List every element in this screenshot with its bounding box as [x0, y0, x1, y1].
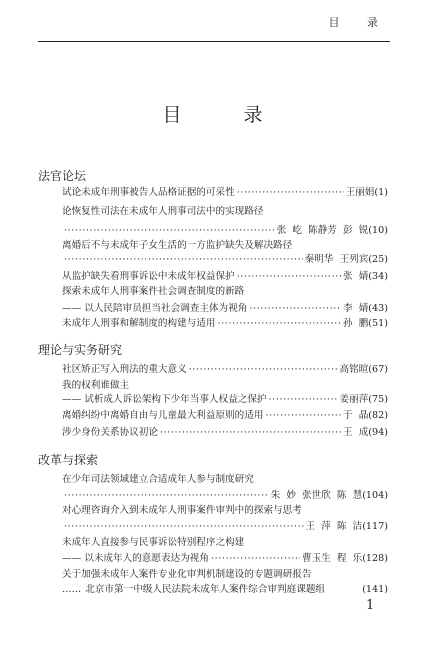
dot-leader — [189, 364, 338, 376]
toc-entry[interactable] — [62, 240, 388, 252]
dot-leader — [249, 303, 341, 315]
header-rule — [38, 41, 390, 42]
toc-entry[interactable] — [62, 537, 388, 549]
entry-title: 论恢复性司法在未成年人刑事司法中的实现路径 — [62, 206, 264, 217]
toc-entry-continuation[interactable] — [62, 584, 388, 596]
page-number: 1 — [366, 598, 375, 613]
entry-title: 在少年司法领域建立合适成年人参与制度研究 — [62, 474, 254, 485]
dot-leader — [64, 225, 275, 237]
entry-title: 我的权利谁做主 — [62, 380, 130, 391]
dot-leader-prefix: …… — [62, 584, 82, 595]
entry-page: (128) — [362, 553, 388, 564]
entry-title: 从监护缺失看刑事诉讼中未成年权益保护 — [62, 271, 235, 282]
dot-leader — [218, 318, 342, 330]
entry-page: (94) — [368, 427, 388, 438]
toc-entry[interactable] — [62, 364, 388, 376]
entry-subtitle: —— 以未成年人的意愿表达为视角 — [62, 553, 209, 564]
entry-page: (51) — [368, 318, 388, 329]
dot-leader — [64, 490, 269, 502]
entry-title: 试论未成年刑事被告人品格证据的可采性 — [62, 187, 235, 198]
toc-entry[interactable] — [62, 474, 388, 486]
entry-author: 秦明华 王列宾 — [304, 254, 369, 265]
entry-title: 离婚纠纷中离婚自由与儿童最大利益原则的适用 — [62, 410, 264, 421]
entry-page: (75) — [368, 394, 388, 405]
entry-page: (25) — [368, 254, 388, 265]
running-head: 目 录 — [328, 16, 390, 29]
dot-leader — [237, 187, 344, 199]
toc-entry[interactable] — [62, 271, 388, 283]
entry-title: 社区矫正写入刑法的重大意义 — [62, 364, 187, 375]
dot-leader — [237, 271, 341, 283]
entry-author: 曹玉生 程 乐 — [302, 553, 363, 564]
entry-title: 探索未成年人刑事案件社会调查制度的新路 — [62, 286, 245, 297]
entry-author: 李 婧 — [343, 303, 369, 314]
toc-entry-subtitle[interactable] — [62, 394, 388, 406]
entry-author: 王丽娟 — [345, 187, 375, 198]
entry-title: 未成年人刑事和解制度的构建与适用 — [62, 318, 216, 329]
dot-leader — [265, 410, 341, 422]
entry-title: 离婚后不与未成年子女生活的一方监护缺失及解决路径 — [62, 240, 293, 251]
entry-page: (141) — [362, 584, 388, 595]
section-heading: 法官论坛 — [38, 169, 87, 183]
toc-entry-continuation[interactable] — [62, 225, 388, 237]
entry-author: 高铭暄 — [339, 364, 369, 375]
toc-entry-continuation[interactable] — [62, 490, 388, 502]
section-heading: 理论与实务研究 — [38, 343, 123, 357]
dot-leader — [64, 254, 303, 266]
entry-author: 孙 鹏 — [343, 318, 369, 329]
entry-page: (34) — [368, 271, 388, 282]
entry-author: 姜丽萍 — [339, 394, 369, 405]
entry-page: (117) — [362, 521, 388, 532]
toc-entry[interactable] — [62, 318, 388, 330]
entry-author: 朱 妙 张世欣 陈 慧 — [270, 490, 363, 501]
toc-entry[interactable] — [62, 569, 388, 581]
toc-entry[interactable] — [62, 187, 388, 199]
entry-title: 关于加强未成年人案件专业化审判机制建设的专题调研报告 — [62, 569, 312, 580]
entry-author: 张 屹 陈静芳 彭 锐 — [276, 225, 369, 236]
entry-title: 北京市第一中级人民法院未成年人案件综合审判庭课题组 — [85, 584, 326, 595]
entry-page: (1) — [374, 187, 388, 198]
entry-page: (82) — [368, 410, 388, 421]
dot-leader — [64, 521, 304, 533]
toc-entry[interactable] — [62, 410, 388, 422]
entry-page: (10) — [368, 225, 388, 236]
entry-title: 涉少身份关系协议初论 — [62, 427, 158, 438]
entry-author: 于 晶 — [343, 410, 369, 421]
toc-entry-subtitle[interactable] — [62, 303, 388, 315]
toc-entry-continuation[interactable] — [62, 254, 388, 266]
entry-page: (43) — [368, 303, 388, 314]
dot-leader — [160, 427, 341, 439]
section-heading: 改革与探索 — [38, 453, 99, 467]
dot-leader — [269, 394, 338, 406]
entry-subtitle: —— 试析成人诉讼架构下少年当事人权益之保护 — [62, 394, 267, 405]
entry-page: (104) — [362, 490, 388, 501]
entry-title: 对心理咨询介入到未成年人刑事案件审判中的探索与思考 — [62, 505, 302, 516]
toc-entry[interactable] — [62, 286, 388, 298]
toc-entry-continuation[interactable] — [62, 521, 388, 533]
toc-entry[interactable] — [62, 380, 388, 392]
entry-title: 未成年人直接参与民事诉讼特别程序之构建 — [62, 537, 245, 548]
entry-page: (67) — [368, 364, 388, 375]
toc-entry-subtitle[interactable] — [62, 553, 388, 565]
entry-author: 王 成 — [343, 427, 369, 438]
toc-entry[interactable] — [62, 505, 388, 517]
entry-author: 张 婧 — [343, 271, 369, 282]
dot-leader — [211, 553, 300, 565]
toc-entry[interactable] — [62, 206, 388, 218]
toc-entry[interactable] — [62, 427, 388, 439]
entry-author: 王 萍 陈 洁 — [305, 521, 363, 532]
entry-subtitle: —— 以人民陪审员担当社会调查主体为视角 — [62, 303, 248, 314]
page-title: 目 录 — [162, 104, 291, 126]
